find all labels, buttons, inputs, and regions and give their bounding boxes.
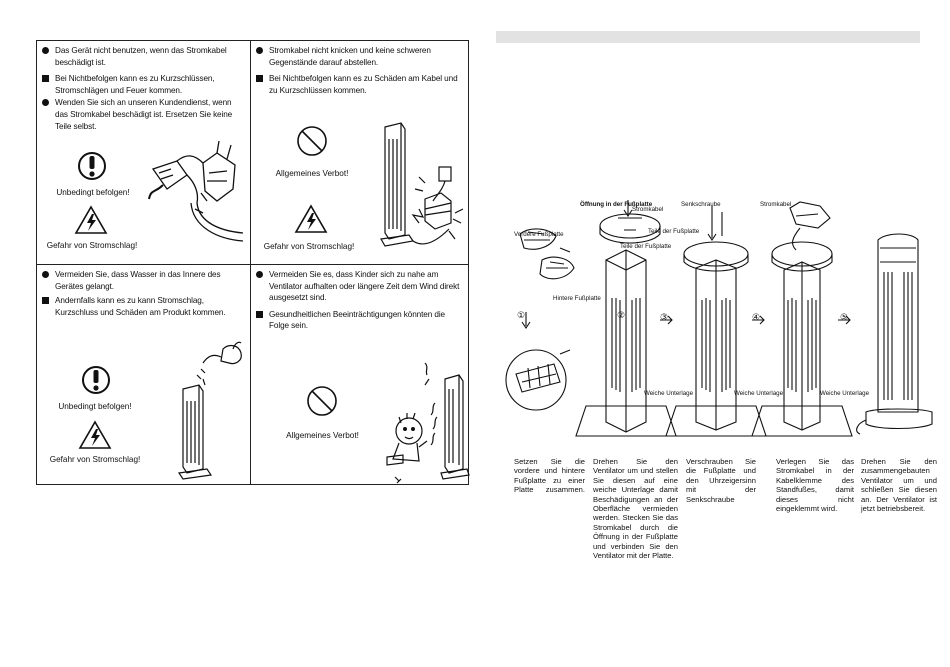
- warning-cell-children: [251, 265, 470, 488]
- label-base-opening: Öffnung in der Fußplatte: [580, 201, 653, 208]
- label-cable-1: Stromkabel: [632, 206, 664, 213]
- warning-text: [255, 45, 460, 97]
- warning-line: Stromkabel nicht knicken und keine schweren Gegenstände darauf abstellen.: [269, 46, 431, 67]
- label-cable-2: Stromkabel: [760, 201, 792, 208]
- tower-fan-water-illustration-icon: [177, 335, 247, 475]
- label-rear-base: Hintere Fußplatte: [553, 295, 601, 302]
- warning-text: [41, 269, 246, 319]
- bullet-square: [42, 75, 49, 82]
- step-4-description: Verlegen Sie das Stromkabel in der Kabelklemme des Standfußes, damit dieses nicht eingeklemmt wird.: [776, 457, 854, 514]
- prohibition-icon: [306, 385, 338, 417]
- prohibition-caption: Allgemeines Verbot!: [275, 169, 349, 178]
- step-3-description: Verschrauben Sie die Fußplatte und den Uhrzeigersinn mit der Senkschraube: [686, 457, 756, 504]
- prohibition-caption: Allgemeines Verbot!: [286, 431, 359, 440]
- tower-fan-cable-crushed-illustration-icon: [379, 119, 463, 249]
- step-5-description: Drehen Sie den zusammengebauten Ventilator um und schließen Sie diesen an. Der Ventilator ist jetzt betriebsbereit.: [861, 457, 937, 514]
- warning-line: Gesundheitlichen Beeinträchtigungen könnten die Folge sein.: [269, 309, 446, 331]
- step-1-description: Setzen Sie die vordere und hintere Fußplatte zu einer Platte zusammen.: [514, 457, 585, 495]
- electric-shock-warning-icon: [295, 205, 327, 233]
- step-number-4: ④: [752, 312, 761, 322]
- step-number-3: ③: [660, 312, 669, 322]
- shock-caption: Gefahr von Stromschlag!: [46, 241, 138, 250]
- label-front-base: Vordere Fußplatte: [514, 231, 564, 238]
- warning-text: [255, 269, 460, 333]
- bullet-dot: [42, 271, 49, 278]
- electric-shock-warning-icon: [75, 206, 107, 234]
- warning-line: Bei Nichtbefolgen kann es zu Kurzschlüssen, Stromschlägen und Feuer kommen.: [55, 74, 215, 95]
- mandatory-caption: Unbedingt befolgen!: [56, 188, 130, 197]
- assembly-diagram: [500, 188, 940, 450]
- shock-caption: Gefahr von Stromschlag!: [49, 455, 141, 464]
- shock-caption: Gefahr von Stromschlag!: [263, 242, 355, 251]
- warning-line: Bei Nichtbefolgen kann es zu Schäden am Kabel und zu Kurzschlüssen kommen.: [269, 74, 458, 95]
- warning-line: Vermeiden Sie es, dass Kinder sich zu nahe am Ventilator aufhalten oder längere Zeit dem Wind direkt ausgesetzt sind.: [269, 270, 460, 303]
- child-near-fan-illustration-icon: [373, 353, 468, 485]
- mandatory-icon: [81, 363, 111, 397]
- warning-cell-cable-kink: [251, 41, 470, 264]
- step-number-2: ②: [617, 310, 626, 320]
- bullet-dot: [256, 271, 263, 278]
- label-soft-pad-1: Weiche Unterlage: [644, 390, 694, 397]
- warning-cell-water: [37, 265, 250, 488]
- safety-warning-grid: [36, 40, 469, 485]
- step-number-1: ①: [517, 310, 526, 320]
- label-soft-pad-2: Weiche Unterlage: [734, 390, 784, 397]
- step-number-5: ⑤: [840, 312, 849, 322]
- bullet-dot: [42, 47, 49, 54]
- damaged-plug-illustration-icon: [147, 133, 247, 245]
- electric-shock-warning-icon: [79, 421, 111, 449]
- bullet-dot: [42, 99, 49, 106]
- bullet-square: [256, 75, 263, 82]
- bullet-square: [42, 297, 49, 304]
- warning-line: Vermeiden Sie, dass Wasser in das Innere des Gerätes gelangt.: [55, 270, 221, 291]
- label-base-parts-2: Teile der Fußplatte: [620, 243, 672, 250]
- prohibition-icon: [296, 125, 328, 157]
- mandatory-icon: [77, 149, 107, 183]
- warning-line: Das Gerät nicht benutzen, wenn das Stromkabel beschädigt ist.: [55, 46, 227, 67]
- warning-cell-damaged-cable: [37, 41, 250, 264]
- bullet-square: [256, 311, 263, 318]
- label-soft-pad-3: Weiche Unterlage: [820, 390, 870, 397]
- label-countersunk-screw: Senkschraube: [681, 201, 721, 208]
- header-bar: [496, 31, 920, 43]
- mandatory-caption: Unbedingt befolgen!: [58, 402, 132, 411]
- warning-line: Andernfalls kann es zu kann Stromschlag, Kurzschluss und Schäden am Produkt kommen.: [55, 296, 226, 317]
- warning-line: Wenden Sie sich an unseren Kundendienst, wenn das Stromkabel beschädigt ist. Ersetzen Sie keine Teile selbst.: [55, 98, 233, 131]
- label-base-parts-1: Teile der Fußplatte: [648, 228, 700, 235]
- bullet-dot: [256, 47, 263, 54]
- warning-text: [41, 45, 246, 133]
- step-2-description: Drehen Sie den Ventilator um und stellen Sie diesen auf eine weiche Unterlage damit Beschädigungen an der Oberfläche vermieden werden. Stecken Sie das Stromkabel durch die Öffnung in der Fußplatte und verbinden Sie den Ventilator mit der Platte.: [593, 457, 678, 561]
